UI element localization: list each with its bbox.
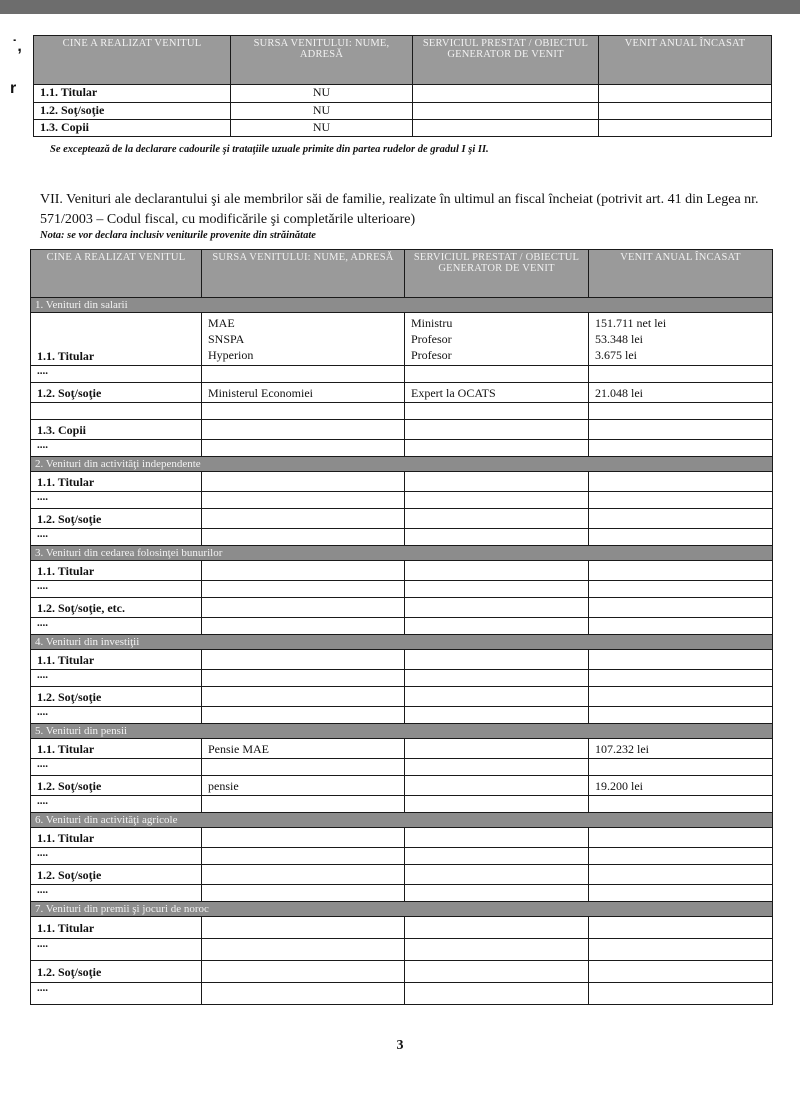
service-cell: Ministru Profesor Profesor [405,313,589,366]
table-row [31,440,773,457]
placeholder-dots: .... [31,618,202,635]
page-number: 3 [396,1038,404,1053]
table-row [31,828,773,848]
placeholder-dots: .... [31,796,202,813]
source-cell: Pensie MAE [202,739,405,759]
row-label: 1.2. Soţ/soţie [31,383,202,403]
top-scan-bar [0,0,800,14]
table-row [31,650,773,670]
col-header: SERVICIUL PRESTAT / OBIECTUL GENERATOR DE VENIT [405,250,589,298]
row-label: 1.3. Copii [34,120,231,137]
table-row [31,865,773,885]
table-row [31,383,773,403]
table-row [31,492,773,509]
table-row [31,961,773,983]
amount-cell: 21.048 lei [589,383,773,403]
table-row [34,103,772,120]
row-label: 1.2. Soţ/soţie [31,961,202,983]
source-cell: NU [231,85,413,103]
placeholder-dots: .... [31,707,202,724]
amount-cell: 19.200 lei [589,776,773,796]
amount-cell: 107.232 lei [589,739,773,759]
placeholder-dots: .... [31,492,202,509]
margin-mark: r [10,80,17,97]
table-row [31,848,773,865]
table-row [31,420,773,440]
source-cell: NU [231,103,413,120]
col-header: SERVICIUL PRESTAT / OBIECTUL GENERATOR DE VENIT [413,36,599,85]
placeholder-dots: .... [31,670,202,687]
row-label: 1.1. Titular [31,828,202,848]
source-cell: pensie [202,776,405,796]
section-title: 3. Venituri din cedarea folosinţei bunurilor [31,546,773,561]
section-title: 4. Venituri din investiţii [31,635,773,650]
table-row [31,917,773,939]
row-label: 1.1. Titular [31,917,202,939]
row-label: 1.2. Soţ/soţie [31,509,202,529]
section-title: 2. Venituri din activităţi independente [31,457,773,472]
row-label: 1.2. Soţ/soţie, etc. [31,598,202,618]
table-row [31,529,773,546]
row-label: 1.2. Soţ/soţie [34,103,231,120]
col-header: SURSA VENITULUI: NUME, ADRESĂ [231,36,413,85]
section-note: Nota: se vor declara inclusiv veniturile provenite din străinătate [40,230,316,241]
table-row [31,581,773,598]
table-row [31,366,773,383]
table-row [31,598,773,618]
table-row [31,687,773,707]
row-label: 1.1. Titular [31,739,202,759]
amount-cell: 151.711 net lei 53.348 lei 3.675 lei [589,313,773,366]
section-title: 6. Venituri din activităţi agricole [31,813,773,828]
gifts-note: Se exceptează de la declarare cadourile şi trataţiile uzuale primite din partea rudelor de gradul I şi II. [50,144,489,155]
row-label: 1.1. Titular [31,561,202,581]
table-row [31,885,773,902]
row-label: 1.1. Titular [31,650,202,670]
col-header: VENIT ANUAL ÎNCASAT [599,36,772,85]
row-label: 1.2. Soţ/soţie [31,776,202,796]
table-row [31,707,773,724]
table-row [31,670,773,687]
source-cell: MAE SNSPA Hyperion [202,313,405,366]
row-label: 1.1. Titular [31,313,202,366]
placeholder-dots: .... [31,759,202,776]
source-cell: Ministerul Economiei [202,383,405,403]
table-row [31,759,773,776]
placeholder-dots: .... [31,848,202,865]
income-table [30,249,773,1005]
table-row [31,983,773,1005]
placeholder-dots: .... [31,885,202,902]
service-cell: Expert la OCATS [405,383,589,403]
source-cell: NU [231,120,413,137]
table-row [31,618,773,635]
row-label: 1.3. Copii [31,420,202,440]
col-header: VENIT ANUAL ÎNCASAT [589,250,773,298]
section-title: 5. Venituri din pensii [31,724,773,739]
row-label: 1.1. Titular [31,472,202,492]
table-row [31,796,773,813]
placeholder-dots: .... [31,581,202,598]
placeholder-dots: .... [31,366,202,383]
table-row [31,939,773,961]
table-row [31,509,773,529]
col-header: CINE A REALIZAT VENITUL [34,36,231,85]
placeholder-dots: .... [31,529,202,546]
table-row [31,403,773,420]
placeholder-dots: .... [31,939,202,961]
section-title: 1. Venituri din salarii [31,298,773,313]
section-heading: VII. Venituri ale declarantului şi ale membrilor săi de familie, realizate în ultimul an fiscal încheiat (potrivit art. 41 din Legea nr. 571/2003 – Codul fiscal, cu modificările şi completările ulterioare) [40,192,759,227]
table-row [31,776,773,796]
section-title: 7. Venituri din premii şi jocuri de noroc [31,902,773,917]
row-label: 1.1. Titular [34,85,231,103]
row-label: 1.2. Soţ/soţie [31,865,202,885]
table-row [31,313,773,366]
placeholder-dots: .... [31,983,202,1005]
row-label: 1.2. Soţ/soţie [31,687,202,707]
table-row [31,739,773,759]
table-row [34,85,772,103]
col-header: SURSA VENITULUI: NUME, ADRESĂ [202,250,405,298]
table-row [31,561,773,581]
table-row [31,472,773,492]
col-header: CINE A REALIZAT VENITUL [31,250,202,298]
table-row [34,120,772,137]
margin-mark: ˙, [12,38,22,55]
placeholder-dots: .... [31,440,202,457]
gifts-table [33,35,772,137]
